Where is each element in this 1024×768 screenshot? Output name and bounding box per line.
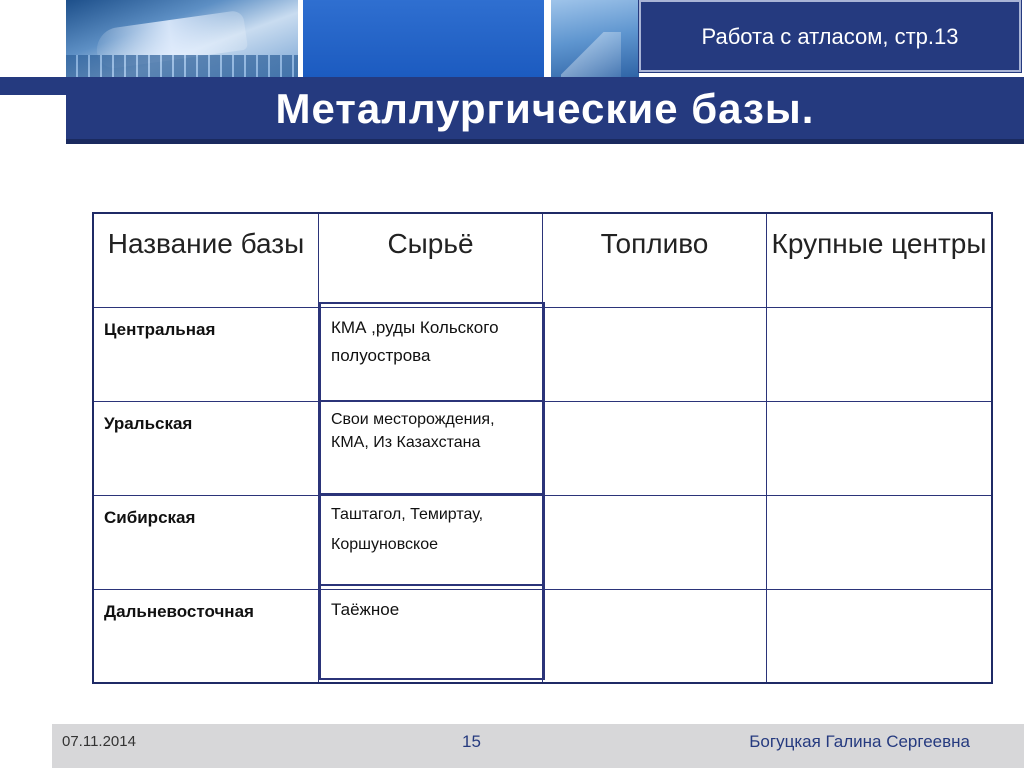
row-name-cell: Дальневосточная: [94, 590, 319, 682]
row-name-cell: Уральская: [94, 402, 319, 496]
row-fuel-cell: [543, 308, 767, 402]
row-centers-cell: [767, 308, 991, 402]
row-raw-cell: КМА ,руды Кольского полуострова: [319, 308, 543, 402]
header-photo-building: [551, 0, 639, 77]
row-raw-cell: Таштагол, Темиртау, Коршуновское: [319, 496, 543, 590]
raw-column-divider: [319, 584, 545, 586]
header-photo-keyboard: [66, 0, 298, 77]
row-fuel-cell: [543, 496, 767, 590]
header-cell-centers: Крупные центры: [767, 214, 991, 308]
header-cell-fuel: Топливо: [543, 214, 767, 308]
row-centers-cell: [767, 590, 991, 682]
header-building-shape: [561, 32, 621, 77]
title-bar-shade: [66, 139, 1024, 144]
row-centers-cell: [767, 402, 991, 496]
footer-page-number: 15: [462, 732, 481, 751]
header-cell-name: Название базы: [94, 214, 319, 308]
row-name-cell: Центральная: [94, 308, 319, 402]
footer-author: Богуцкая Галина Сергеевна: [749, 732, 970, 751]
row-centers-cell: [767, 496, 991, 590]
raw-column-divider: [319, 400, 545, 402]
page-title: Металлургические базы.: [275, 85, 815, 132]
title-bar: [66, 77, 1024, 144]
raw-column-divider: [319, 493, 545, 495]
row-fuel-cell: [543, 590, 767, 682]
left-accent-bar: [0, 77, 66, 95]
row-fuel-cell: [543, 402, 767, 496]
header-cell-raw: Сырьё: [319, 214, 543, 308]
atlas-badge: [639, 0, 1021, 72]
header-photo-keys: [66, 55, 298, 77]
row-raw-cell: Таёжное: [319, 590, 543, 682]
header-blue-block: [303, 0, 544, 77]
row-name-cell: Сибирская: [94, 496, 319, 590]
metallurgy-table: [92, 212, 993, 684]
row-raw-cell: Свои месторождения, КМА, Из Казахстана: [319, 402, 543, 496]
footer-date: 07.11.2014: [62, 733, 136, 750]
footer-bar: [52, 724, 1024, 768]
atlas-badge-text: Работа с атласом, стр.13: [701, 24, 959, 49]
